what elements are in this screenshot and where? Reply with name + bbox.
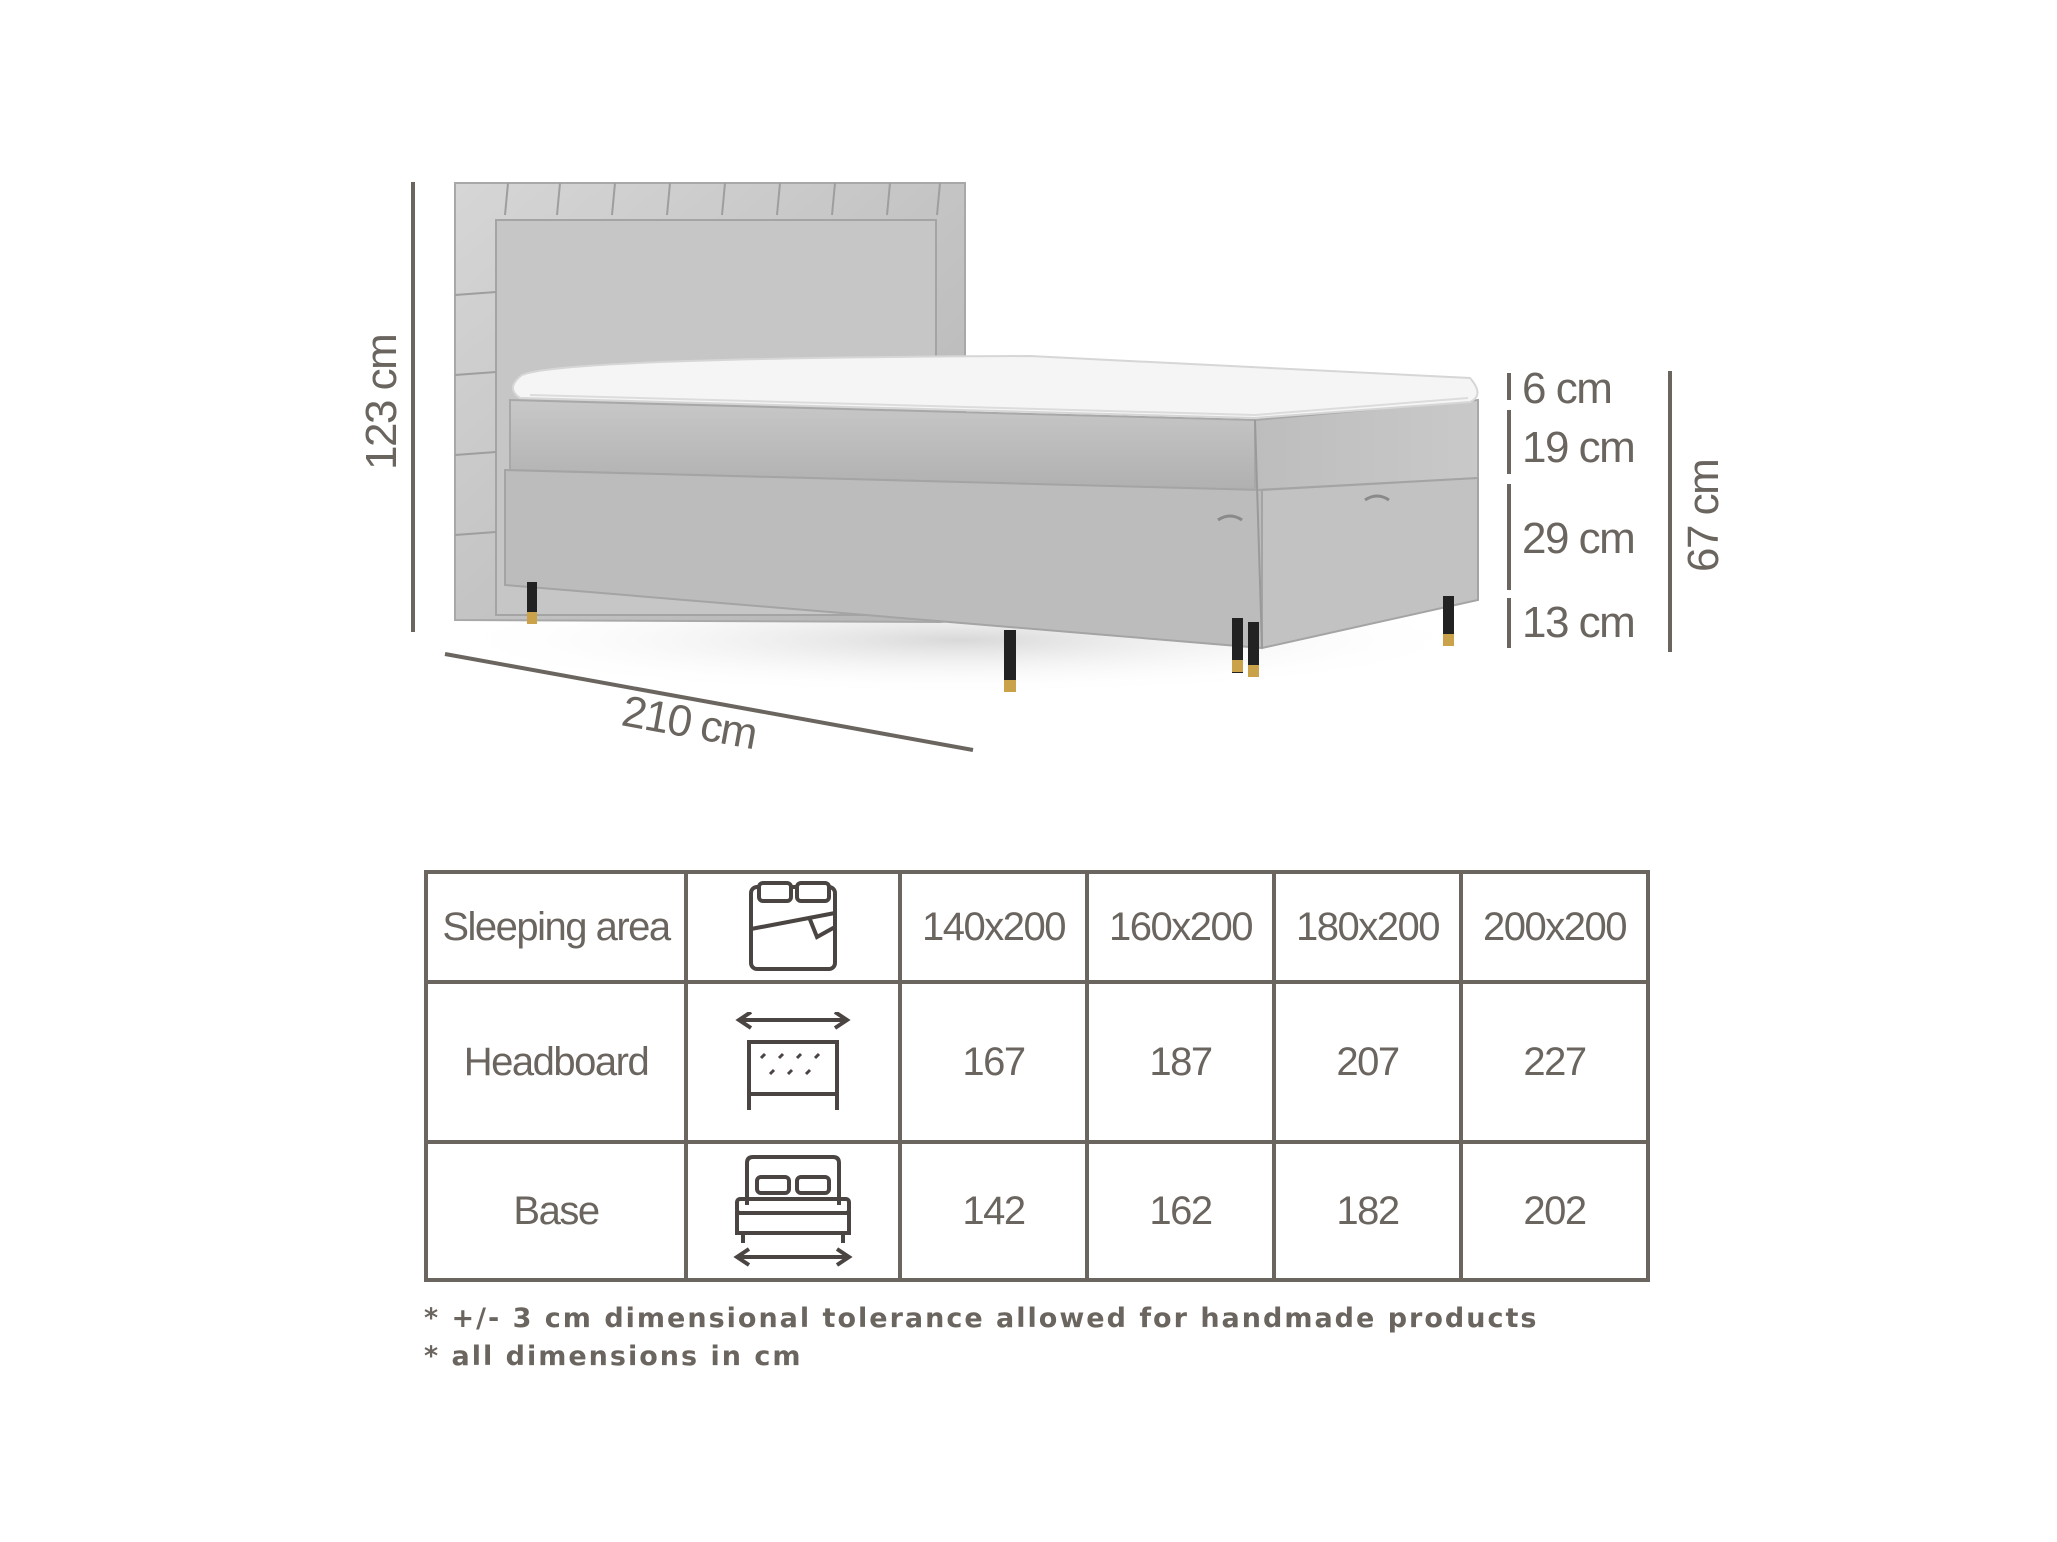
headboard-width-icon <box>686 982 900 1142</box>
table-cell: 162 <box>1087 1142 1274 1280</box>
table-cell: 202 <box>1461 1142 1648 1280</box>
total-height-label: 67 cm <box>1679 459 1728 572</box>
table-cell: 207 <box>1274 982 1461 1142</box>
tolerance-note: * +/- 3 cm dimensional tolerance allowed for handmade products <box>424 1303 1539 1334</box>
bed-base-width-icon <box>686 1142 900 1280</box>
length-label: 210 cm <box>618 686 761 760</box>
table-row <box>426 982 1648 1142</box>
table-cell: 182 <box>1274 1142 1461 1280</box>
table-cell: 140x200 <box>900 872 1087 982</box>
bed-top-view-icon <box>686 872 900 982</box>
table-cell: 167 <box>900 982 1087 1142</box>
row-label-headboard: Headboard <box>426 982 686 1142</box>
units-note: * all dimensions in cm <box>424 1341 803 1372</box>
footnotes <box>424 1300 1538 1376</box>
leg-height-label: 13 cm <box>1522 598 1635 647</box>
topper-height-label: 6 cm <box>1522 364 1612 413</box>
dimensions-table <box>424 870 1650 1282</box>
table-cell: 160x200 <box>1087 872 1274 982</box>
table-cell: 227 <box>1461 982 1648 1142</box>
table-cell: 142 <box>900 1142 1087 1280</box>
table-cell: 187 <box>1087 982 1274 1142</box>
table-cell: 200x200 <box>1461 872 1648 982</box>
row-label-sleeping-area: Sleeping area <box>426 872 686 982</box>
table-row <box>426 1142 1648 1280</box>
headboard-height-label: 123 cm <box>357 334 406 470</box>
table-row <box>426 872 1648 982</box>
row-label-base: Base <box>426 1142 686 1280</box>
table-cell: 180x200 <box>1274 872 1461 982</box>
mattress-height-label: 19 cm <box>1522 423 1635 472</box>
base-height-label: 29 cm <box>1522 514 1635 563</box>
